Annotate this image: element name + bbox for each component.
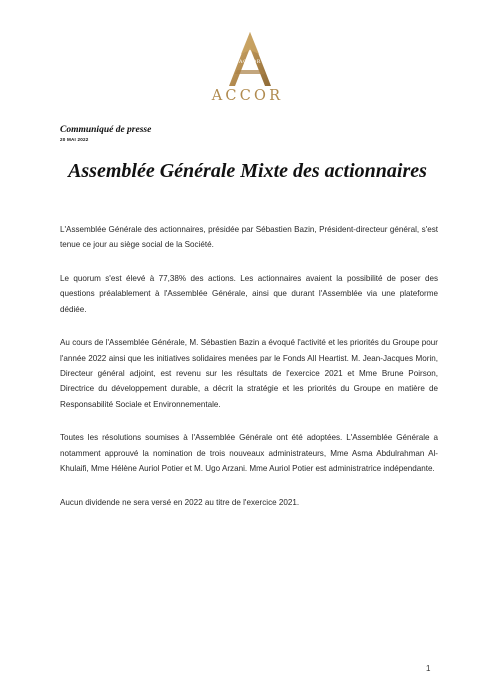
- page-number: 1: [426, 664, 431, 673]
- press-release-date: 20 MAI 2022: [60, 137, 89, 142]
- paragraph-dividend: Aucun dividende ne sera versé en 2022 au titre de l'exercice 2021.: [60, 497, 300, 507]
- press-release-label: Communiqué de presse: [60, 125, 152, 135]
- logo-monogram: ACCOR: [238, 59, 262, 65]
- paragraph-assembly: L'Assemblée Générale des actionnaires, présidée par Sébastien Bazin, Président-directeur général, s'est tenue ce jour au siège social de la Société.: [60, 225, 438, 250]
- document-body: [60, 222, 438, 529]
- brand-name: ACCOR: [211, 88, 284, 104]
- paragraph-presentations: Au cours de l'Assemblée Générale, M. Sébastien Bazin a évoqué l'activité et les priorités du Groupe pour l'année 2022 ainsi que les initiatives solidaires menées par le Fonds All Heartist. M. Jean-Jacques Morin, Directeur général adjoint, est revenu sur les résultats de l'exercice 2021 et Mme Brune Poirson, Directrice du développement durable, a décrit la stratégie et les priorités du Groupe en matière de Responsabilité Sociale et Environnementale.: [60, 338, 438, 409]
- paragraph-resolutions: Toutes les résolutions soumises à l'Assemblée Générale ont été adoptées. L'Assemblée Générale a notamment approuvé la nomination de trois nouveaux administrateurs, Mme Asma Abdulrahman Al-Khulaifi, Mme Hélène Auriol Potier et M. Ugo Arzani. Mme Auriol Potier est administratrice indépendante.: [60, 433, 438, 474]
- document-title: Assemblée Générale Mixte des actionnaires: [68, 160, 427, 182]
- paragraph-quorum: Le quorum s'est élevé à 77,38% des actions. Les actionnaires avaient la possibilité de poser des questions préalablement à l'Assemblée Générale, ainsi que durant l'Assemblée via une plateforme dédiée.: [60, 274, 438, 314]
